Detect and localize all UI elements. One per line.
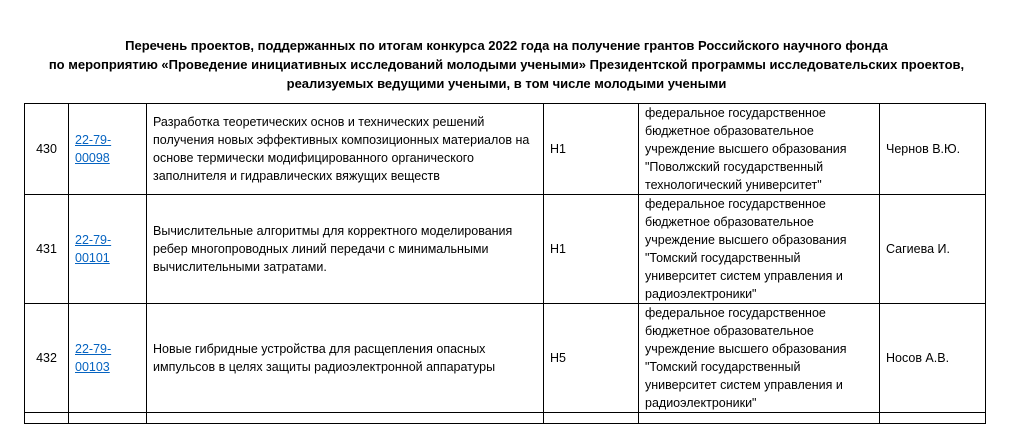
project-code-link[interactable]: 22-79- 00098 (75, 133, 112, 165)
projects-table (24, 103, 986, 424)
project-lead: Носов А.В. (880, 304, 986, 413)
project-code-link[interactable]: 22-79- 00103 (75, 342, 112, 374)
organization: федеральное государственное бюджетное образовательное учреждение высшего образования "Томский государственный университет систем управления и радиоэлектроники" (639, 195, 880, 304)
page-title (0, 36, 1013, 93)
table-row (25, 104, 986, 195)
organization: федеральное государственное бюджетное образовательное учреждение высшего образования "Поволжский государственный технологический университет" (639, 104, 880, 195)
row-number: 430 (25, 104, 69, 195)
project-code-cell (69, 304, 147, 413)
project-lead: Чернов В.Ю. (880, 104, 986, 195)
project-title: Вычислительные алгоритмы для корректного моделирования ребер многопроводных линий передачи с минимальными вычислительными затратами. (147, 195, 544, 304)
project-title: Разработка теоретических основ и технических решений получения новых эффективных композиционных материалов на основе термически модифицированного органического заполнителя и гидравлических вяжущих веществ (147, 104, 544, 195)
project-lead: Сагиева И. (880, 195, 986, 304)
row-number: 432 (25, 304, 69, 413)
project-title: Новые гибридные устройства для расщепления опасных импульсов в целях защиты радиоэлектронной аппаратуры (147, 304, 544, 413)
knowledge-field: H5 (544, 304, 639, 413)
organization: федеральное государственное бюджетное образовательное учреждение высшего образования "Томский государственный университет систем управления и радиоэлектроники" (639, 304, 880, 413)
project-code-link[interactable]: 22-79- 00101 (75, 233, 112, 265)
title-line-1: Перечень проектов, поддержанных по итогам конкурса 2022 года на получение грантов Российского научного фонда (125, 38, 888, 53)
knowledge-field: H1 (544, 195, 639, 304)
project-code-cell (69, 195, 147, 304)
title-line-2: по мероприятию «Проведение инициативных исследований молодыми учеными» Президентской программы исследовательских проектов, (48, 57, 965, 72)
table-row (25, 304, 986, 413)
knowledge-field: H1 (544, 104, 639, 195)
table-row-partial (25, 413, 986, 424)
title-line-3: реализуемых ведущими учеными, в том числе молодыми учеными (286, 76, 727, 91)
row-number: 431 (25, 195, 69, 304)
project-code-cell (69, 104, 147, 195)
table-row (25, 195, 986, 304)
